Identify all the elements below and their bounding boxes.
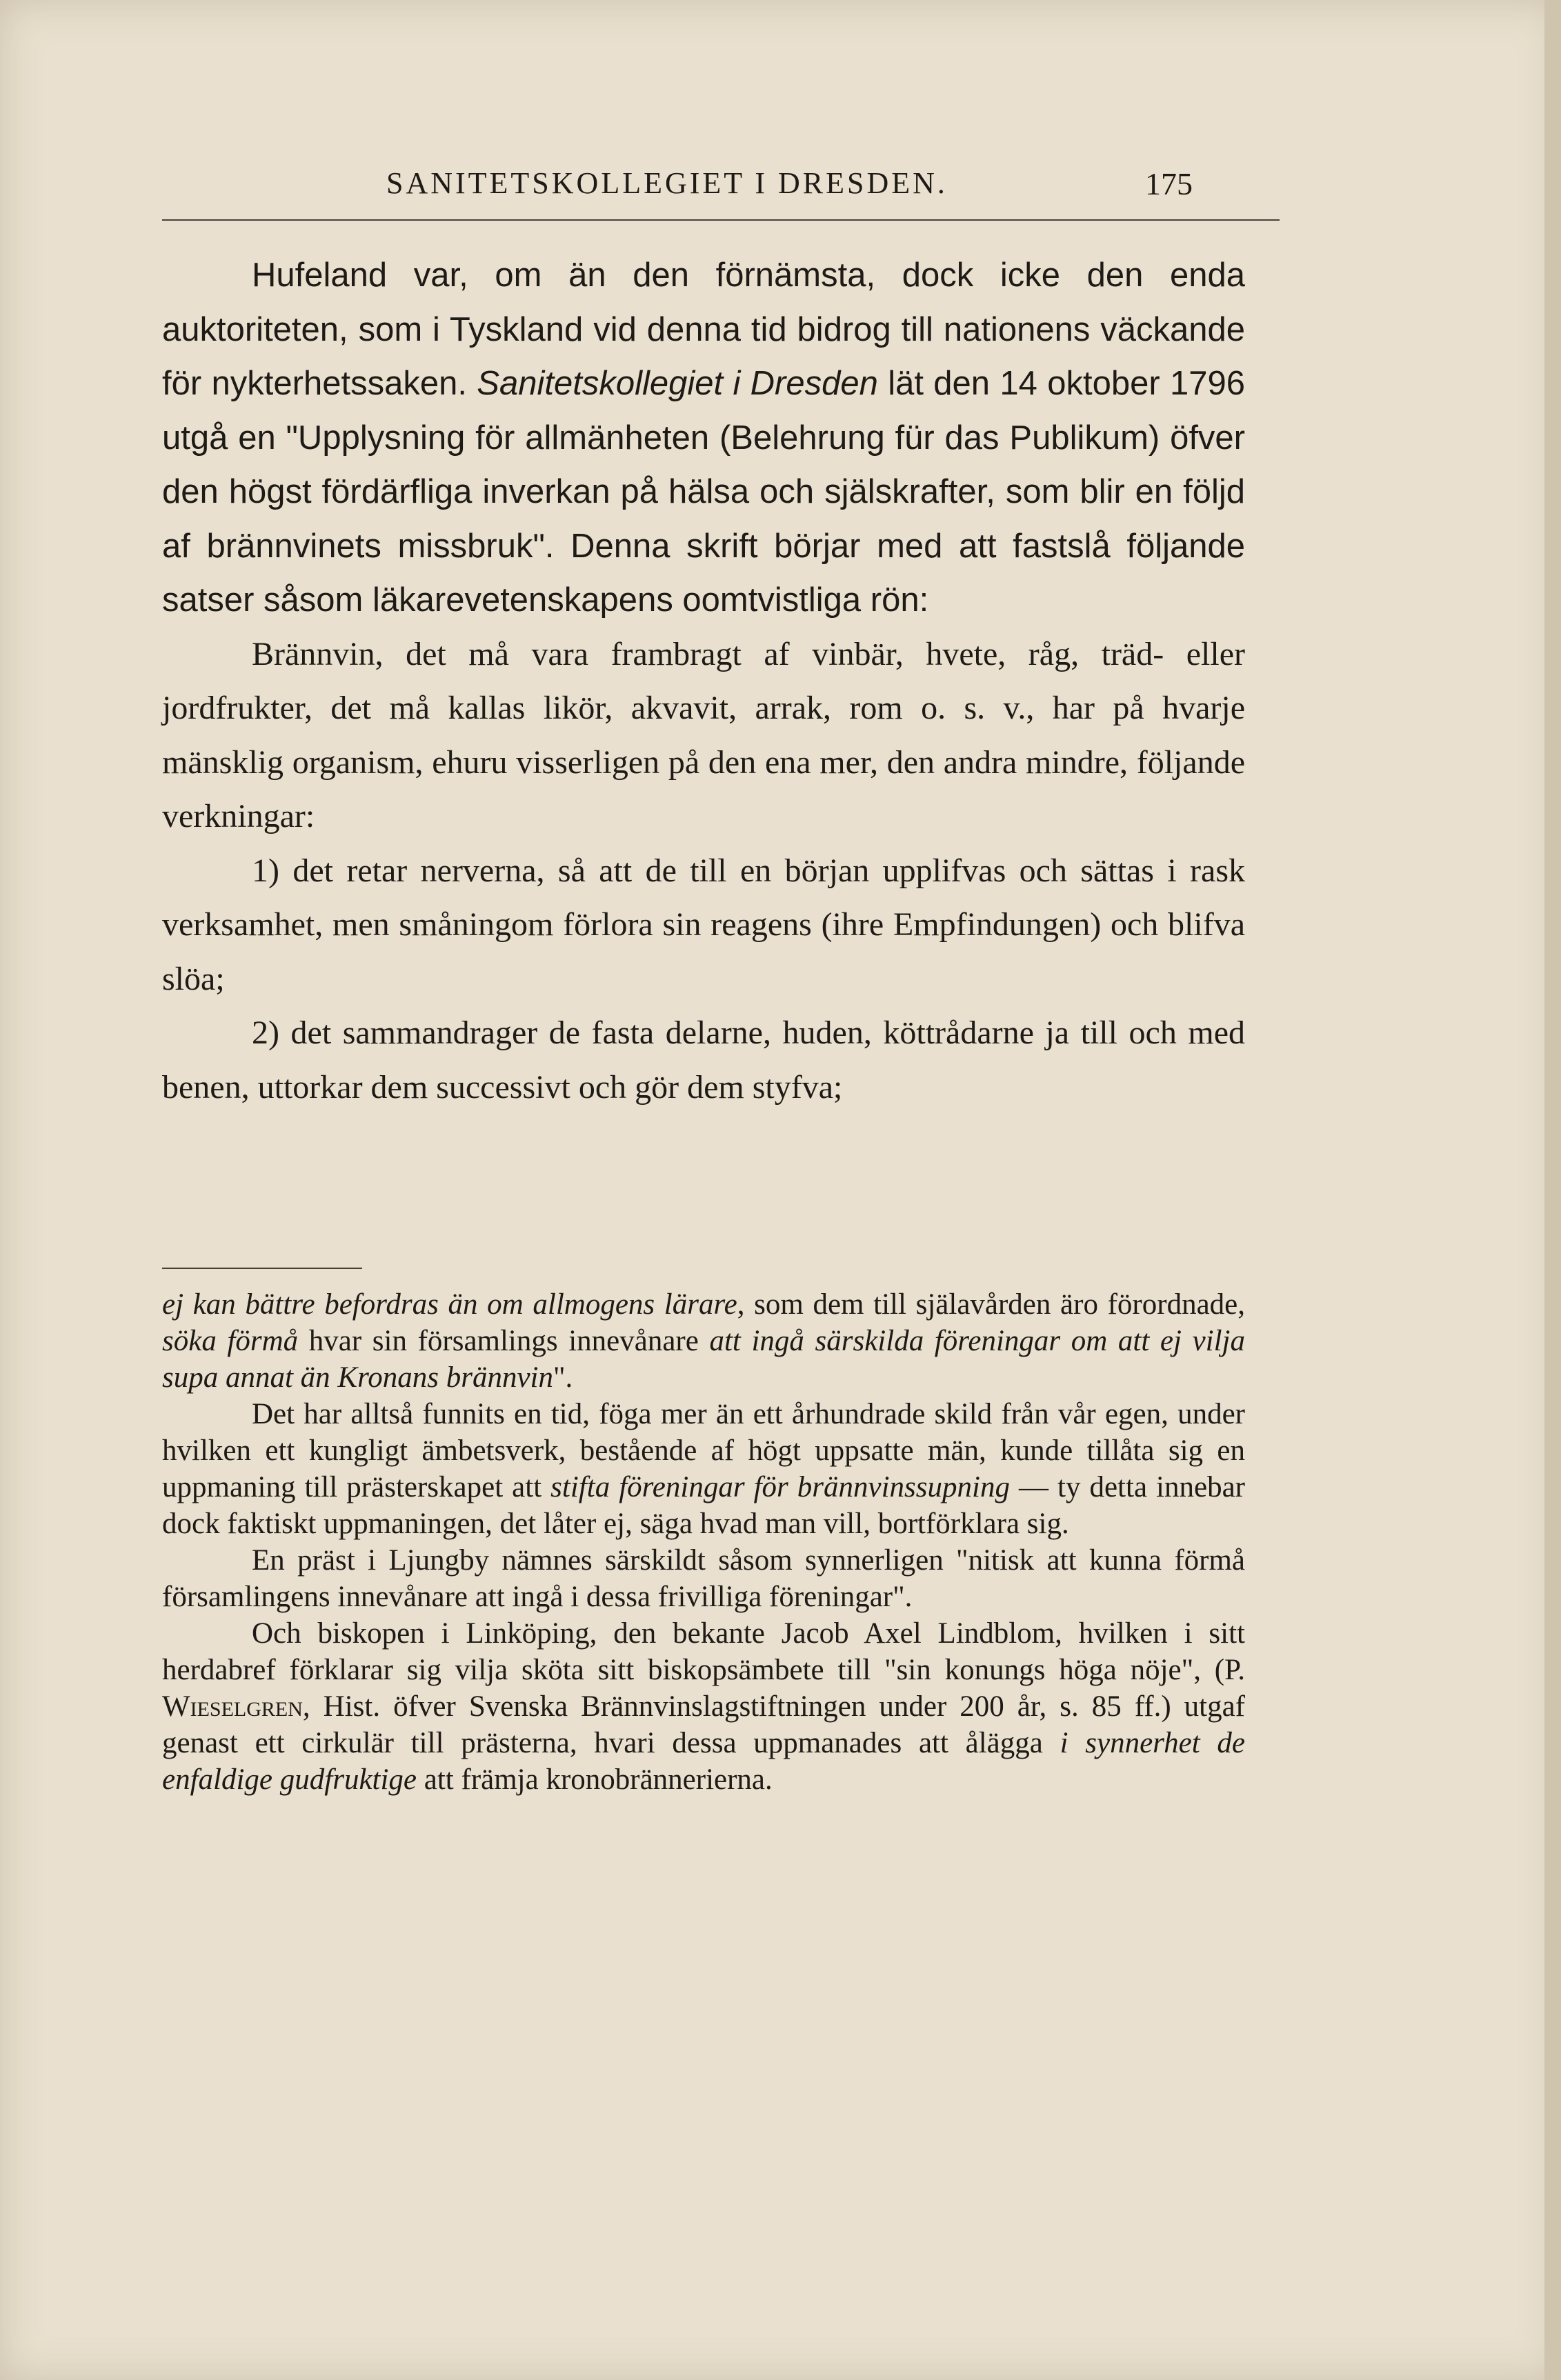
footnote-1-text-b: , som dem till själavården äro förordnade, [737,1288,1245,1321]
paragraph-1 [162,248,1245,628]
page-edge [1544,0,1561,2380]
list-item-1: 1) det retar nerverna, så att de till en början upplifvas och sättas i rask verksamhet, men småningom förlora sin reagens (ihre Empfindungen) och blifva slöa; [162,852,1245,997]
footnote-4-text-c: , Hist. öfver Svenska Brännvinslagstiftningen under 200 år, s. 85 ff.) utgaf genast ett cirkulär till prästerna, hvari dessa uppmanades att ålägga [162,1690,1245,1759]
footnote-4-italic: i synnerhet de enfaldige gudfruktige [162,1727,1245,1796]
footnote-1-italic-e: att ingå särskilda föreningar om att ej vilja supa annat än Kronans brännvin [162,1325,1245,1394]
footnote-1-italic-c: söka förmå [162,1325,299,1357]
header-rule [162,219,1280,221]
paragraph-2: Brännvin, det må vara frambragt af vinbär, hvete, råg, träd- eller jordfrukter, det må kallas likör, akvavit, arrak, rom o. s. v., har på hvarje mänsklig organism, ehuru visserligen på den ena mer, den andra mindre, följande verkningar: [162,635,1245,834]
footnote-3: En präst i Ljungby nämnes särskildt såsom synnerligen "nitisk att kunna förmå församlingens innevånare att ingå i dessa frivilliga föreningar". [162,1544,1245,1613]
footnote-4-text-e: att främja kronobrännerierna. [417,1763,773,1796]
footnote-rule [162,1268,362,1269]
page-number: 175 [1145,166,1193,201]
running-head [386,166,1283,214]
footnotes [162,1286,1245,1798]
main-text [162,248,1245,1114]
footnote-4-text-a: Och biskopen i Linköping, den bekante Jacob Axel Lindblom, hvilken i sitt herdabref förklarar sig vilja sköta sitt biskopsämbete till "sin konungs höga nöje", (P. [162,1617,1245,1686]
footnote-2-text-c: — ty detta innebar dock faktiskt uppmaningen, det låter ej, säga hvad man vill, bortförklara sig. [162,1471,1245,1540]
footnote-1 [162,1286,1245,1396]
footnote-1-text-f: ". [553,1361,573,1394]
list-item-2: 2) det sammandrager de fasta delarne, huden, köttrådarne ja till och med benen, uttorkar dem successivt och gör dem styfva; [162,1014,1245,1106]
running-title: SANITETSKOLLEGIET I DRESDEN. [386,166,948,200]
footnote-1-italic-a: ej kan bättre befordras än om allmogens lärare [162,1288,737,1321]
footnote-4 [162,1615,1245,1798]
paragraph-1-text-c: lät den 14 oktober 1796 utgå en "Upplysning för allmänheten (Belehrung für das Publikum) öfver den högst fördärfliga inverkan på hälsa och själskrafter, som blir en följd af brännvinets missbruk". Denna skrift börjar med att fastslå följande satser såsom läkarevetenskapens oomtvistliga rön: [162,365,1245,619]
footnote-2 [162,1396,1245,1542]
footnote-4-author: Wieselgren [162,1690,303,1723]
footnote-2-italic: stifta föreningar för brännvinssupning [550,1471,1010,1503]
paragraph-1-italic: Sanitetskollegiet i Dresden [477,365,878,402]
paragraph-1-text-a: Hufeland var, om än den förnämsta, dock icke den enda auktoriteten, som i Tyskland vid denna tid bidrog till nationens väckande för nykterhetssaken. [162,257,1245,402]
footnote-2-text-a: Det har alltså funnits en tid, föga mer än ett århundrade skild från vår egen, under hvilken ett kungligt ämbetsverk, bestående af högt uppsatte män, kunde tillåta sig en uppmaning till prästerskapet att [162,1398,1245,1503]
footnote-1-text-d: hvar sin församlings innevånare [298,1325,710,1357]
